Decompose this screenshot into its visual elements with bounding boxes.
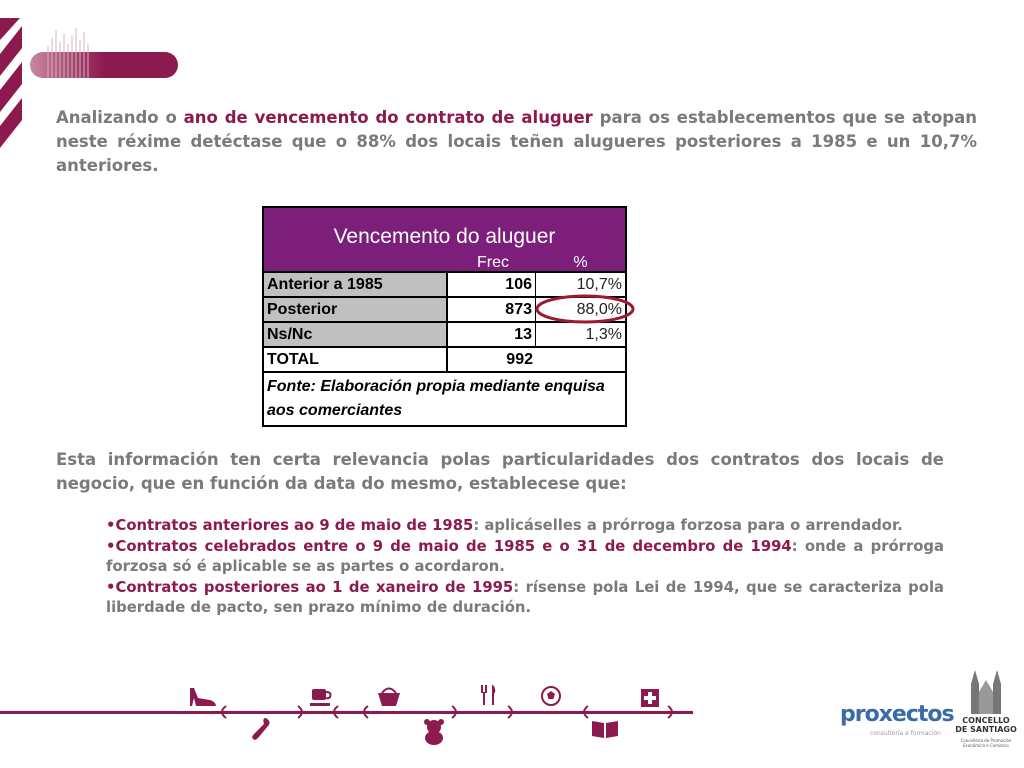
concello-name: CONCELLO DE SANTIAGO [955, 716, 1017, 734]
bullet-marker: • [106, 517, 116, 534]
teddy-bear-icon [422, 718, 446, 746]
contract-bullet-list [106, 516, 944, 619]
concello-department: Concellería de Promoción Económica e Comercio [960, 738, 1012, 748]
skyline-logo [28, 24, 180, 82]
pharmacy-cross-icon [640, 688, 660, 708]
coffee-cup-icon [308, 686, 334, 708]
cutlery-icon [478, 684, 500, 706]
row-percent: 88,0% [576, 301, 622, 318]
bullet-text: : aplicáselles a prórroga forzosa para o arrendador. [473, 517, 903, 534]
row-frequency: 13 [450, 323, 536, 347]
row-percent: 1,3% [585, 326, 622, 343]
table-title: Vencemento do aluguer [333, 225, 556, 248]
row-frequency: 106 [450, 273, 536, 297]
shoe-icon [188, 686, 218, 708]
proxectos-logo [840, 702, 954, 738]
row-label: Anterior a 1985 [264, 273, 448, 297]
bullet-text: : rísense pola Lei de 1994, que se caracteriza pola liberdade de pacto, sen prazo mínimo de duración. [106, 578, 944, 616]
row-label: Ns/Nc [264, 323, 448, 347]
cathedral-icon [967, 668, 1005, 714]
bullet-text: : onde a prórroga forzosa só é aplicable se as partes o acordaron. [106, 537, 944, 575]
bullet-highlight: Contratos anteriores ao 9 de maio de 1985 [115, 517, 474, 534]
row-label: Posterior [264, 298, 448, 322]
wrench-icon [250, 716, 272, 742]
list-item [106, 537, 944, 578]
concello-santiago-logo [955, 668, 1017, 762]
intro-text-end: para os establecementos que se atopan neste réxime detéctase que o 88% dos locais teñen alugueres posteriores a 1985 e un 10,7% anteriores. [56, 108, 977, 175]
football-icon [540, 685, 562, 707]
list-item [106, 578, 944, 619]
proxectos-wordmark: proxectos [840, 702, 954, 727]
bullet-highlight: Contratos posteriores ao 1 de xaneiro de 1995 [115, 578, 514, 596]
intro-text-start: Analizando o [56, 108, 184, 127]
highlight-ellipse [534, 293, 636, 325]
basket-icon [376, 684, 402, 708]
list-item [106, 516, 944, 537]
table-source-note: Fonte: Elaboración propia mediante enquisa aos comerciantes [264, 371, 625, 425]
row-frequency: 873 [450, 298, 536, 322]
column-header-frec: Frec [477, 254, 509, 271]
bullet-marker: • [106, 578, 116, 596]
row-percent: 10,7% [576, 276, 622, 293]
book-icon [590, 718, 620, 740]
table-row-total [264, 346, 625, 372]
row-percent [537, 348, 625, 372]
proxectos-tagline: consultoría e formación [870, 730, 941, 737]
column-header-percent: % [573, 254, 588, 271]
decorative-stripes [0, 18, 24, 158]
row-frequency: 992 [506, 351, 533, 368]
bullet-highlight: Contratos celebrados entre o 9 de maio de 1985 e o 31 de decembro de 1994 [115, 537, 792, 555]
bullet-marker: • [106, 537, 116, 555]
intro-paragraph [56, 106, 977, 178]
table-header [264, 208, 625, 271]
intro-highlight: ano de vencemento do contrato de aluguer [183, 108, 593, 127]
row-label: TOTAL [264, 348, 448, 372]
relevance-paragraph: Esta información ten certa relevancia polas particularidades dos contratos dos locais de negocio, que en función da data do mesmo, establecese que: [56, 450, 944, 493]
